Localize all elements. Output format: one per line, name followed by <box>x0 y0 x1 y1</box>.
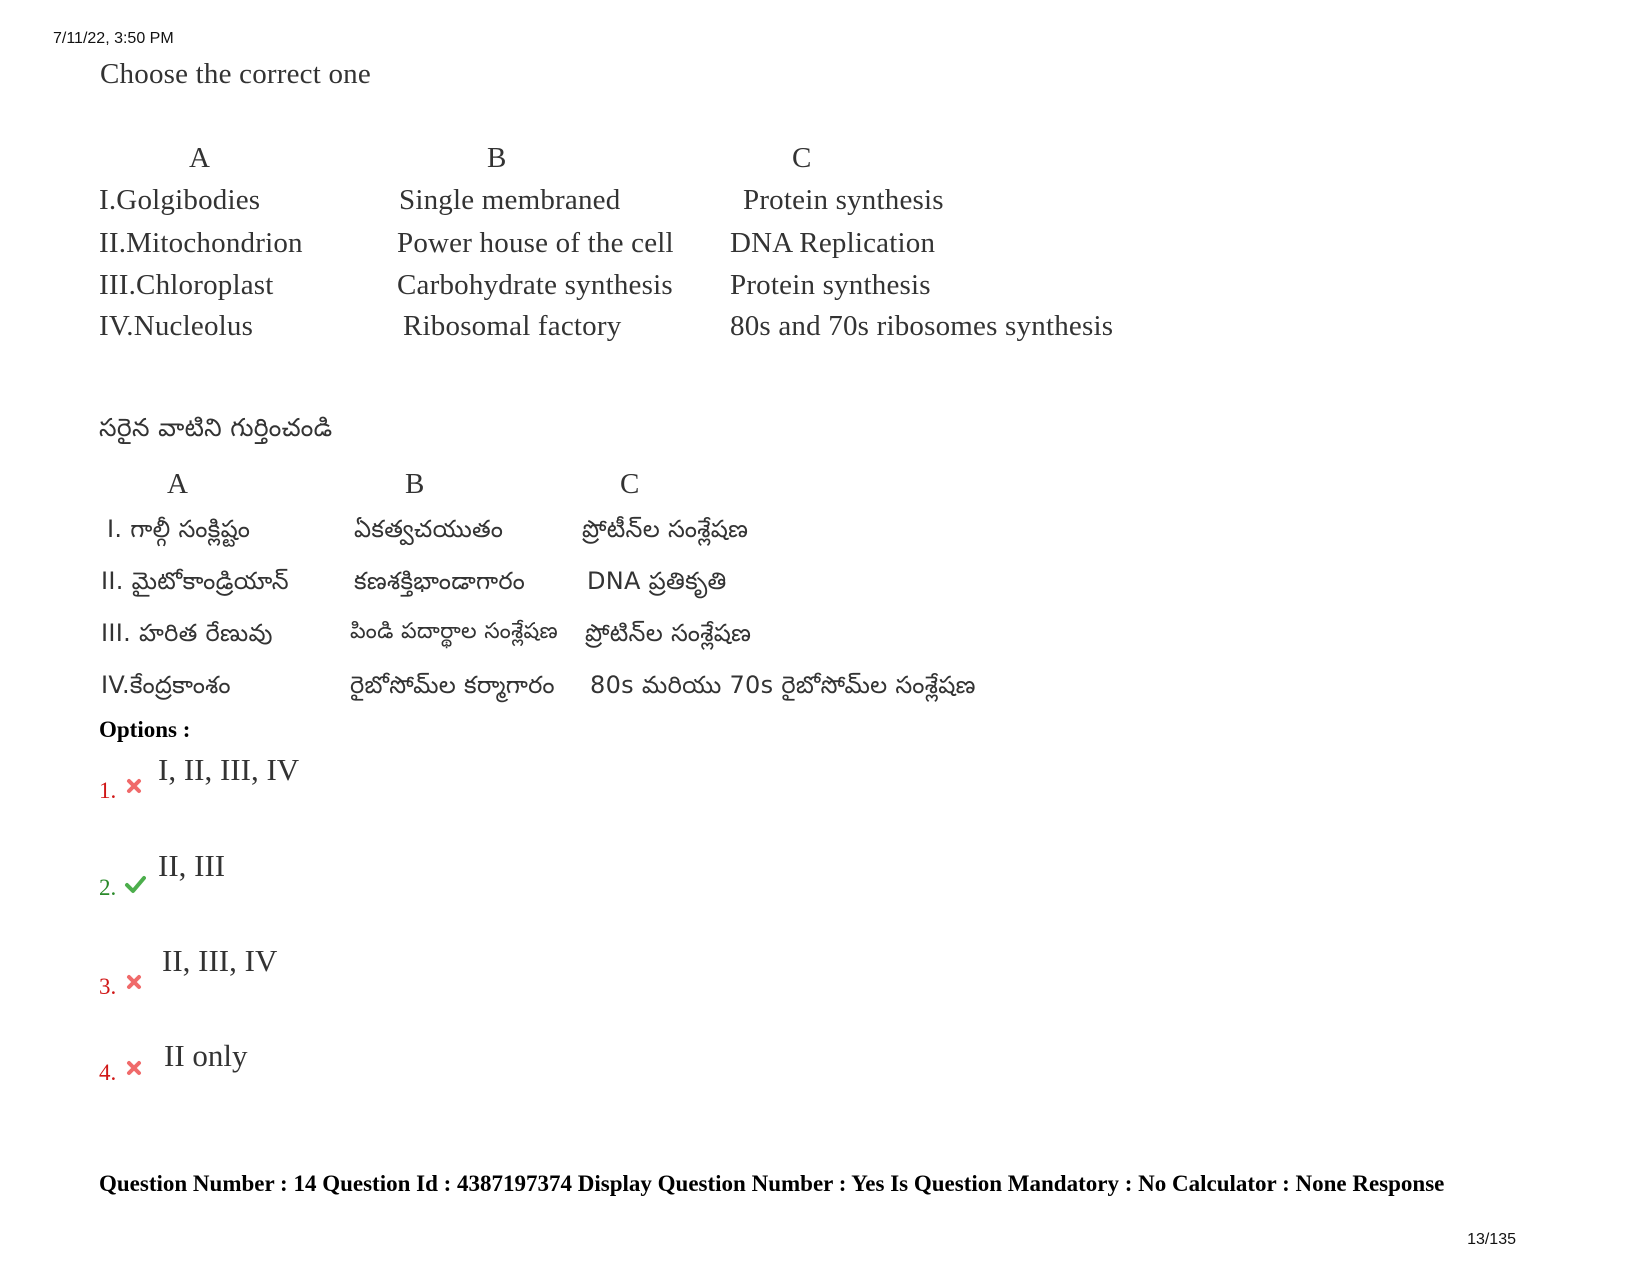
te-row-3-col-a: III. హరిత రేణువు <box>101 619 273 647</box>
row-4-col-c: 80s and 70s ribosomes synthesis <box>730 310 1114 342</box>
te-column-header-a: A <box>167 468 188 500</box>
row-1-col-a: I.Golgibodies <box>99 184 261 216</box>
cross-icon <box>125 777 143 795</box>
print-datetime: 7/11/22, 3:50 PM <box>53 30 174 47</box>
row-2-col-c: DNA Replication <box>730 227 936 259</box>
option-4-text: II only <box>164 1038 248 1073</box>
row-4-col-b: Ribosomal factory <box>403 310 622 342</box>
column-header-a: A <box>189 142 211 174</box>
te-row-2-col-b: కణశక్తిభాండాగారం <box>354 567 526 595</box>
te-row-1-col-c: ప్రోటీన్‌ల సంశ్లేషణ <box>582 515 749 543</box>
column-header-b: B <box>487 142 507 174</box>
te-row-2-col-a: II. మైటోకాండ్రియాన్ <box>101 567 289 595</box>
row-2-col-b: Power house of the cell <box>397 227 674 259</box>
cross-icon <box>125 973 143 991</box>
page-number: 13/135 <box>1467 1231 1516 1248</box>
check-icon <box>124 874 146 894</box>
te-column-header-c: C <box>620 468 640 500</box>
question-instruction-telugu: సరైన వాటిని గుర్తించండి <box>99 413 333 442</box>
te-row-3-col-b: పిండి పదార్థాల సంశ్లేషణ <box>350 619 558 644</box>
row-3-col-b: Carbohydrate synthesis <box>397 269 673 301</box>
te-row-3-col-c: ప్రోటిన్‌ల సంశ్లేషణ <box>585 619 752 647</box>
row-4-col-a: IV.Nucleolus <box>99 310 254 342</box>
te-row-4-col-c: 80s మరియు 70s రైబోసోమ్‌ల సంశ్లేషణ <box>590 671 976 699</box>
row-2-col-a: II.Mitochondrion <box>99 227 303 259</box>
te-row-1-col-b: ఏకత్వచయుతం <box>354 515 504 543</box>
te-row-4-col-a: IV.కేంద్రకాంశం <box>101 671 231 699</box>
te-row-2-col-c: DNA ప్రతికృతి <box>587 567 727 595</box>
te-row-1-col-a: I. గాల్గీ సంక్లిష్టం <box>107 515 251 543</box>
option-3-number: 3. <box>99 974 117 999</box>
question-metadata-footer: Question Number : 14 Question Id : 4387197374 Display Question Number : Yes Is Question Mandatory : No Calculator : None Response <box>99 1171 1445 1196</box>
option-2-number: 2. <box>99 875 117 900</box>
option-1-number: 1. <box>99 778 117 803</box>
row-3-col-c: Protein synthesis <box>730 269 931 301</box>
te-row-4-col-b: రైబోసోమ్‌ల కర్మాగారం <box>350 671 555 699</box>
cross-icon <box>125 1059 143 1077</box>
row-1-col-c: Protein synthesis <box>743 184 944 216</box>
option-4-number: 4. <box>99 1060 117 1085</box>
column-header-c: C <box>792 142 812 174</box>
option-2-text: II, III <box>158 848 226 883</box>
te-column-header-b: B <box>405 468 425 500</box>
question-instruction: Choose the correct one <box>100 58 371 90</box>
row-3-col-a: III.Chloroplast <box>99 269 274 301</box>
option-1-text: I, II, III, IV <box>158 752 300 787</box>
options-label: Options : <box>99 717 191 742</box>
option-3-text: II, III, IV <box>162 943 278 978</box>
row-1-col-b: Single membraned <box>399 184 621 216</box>
